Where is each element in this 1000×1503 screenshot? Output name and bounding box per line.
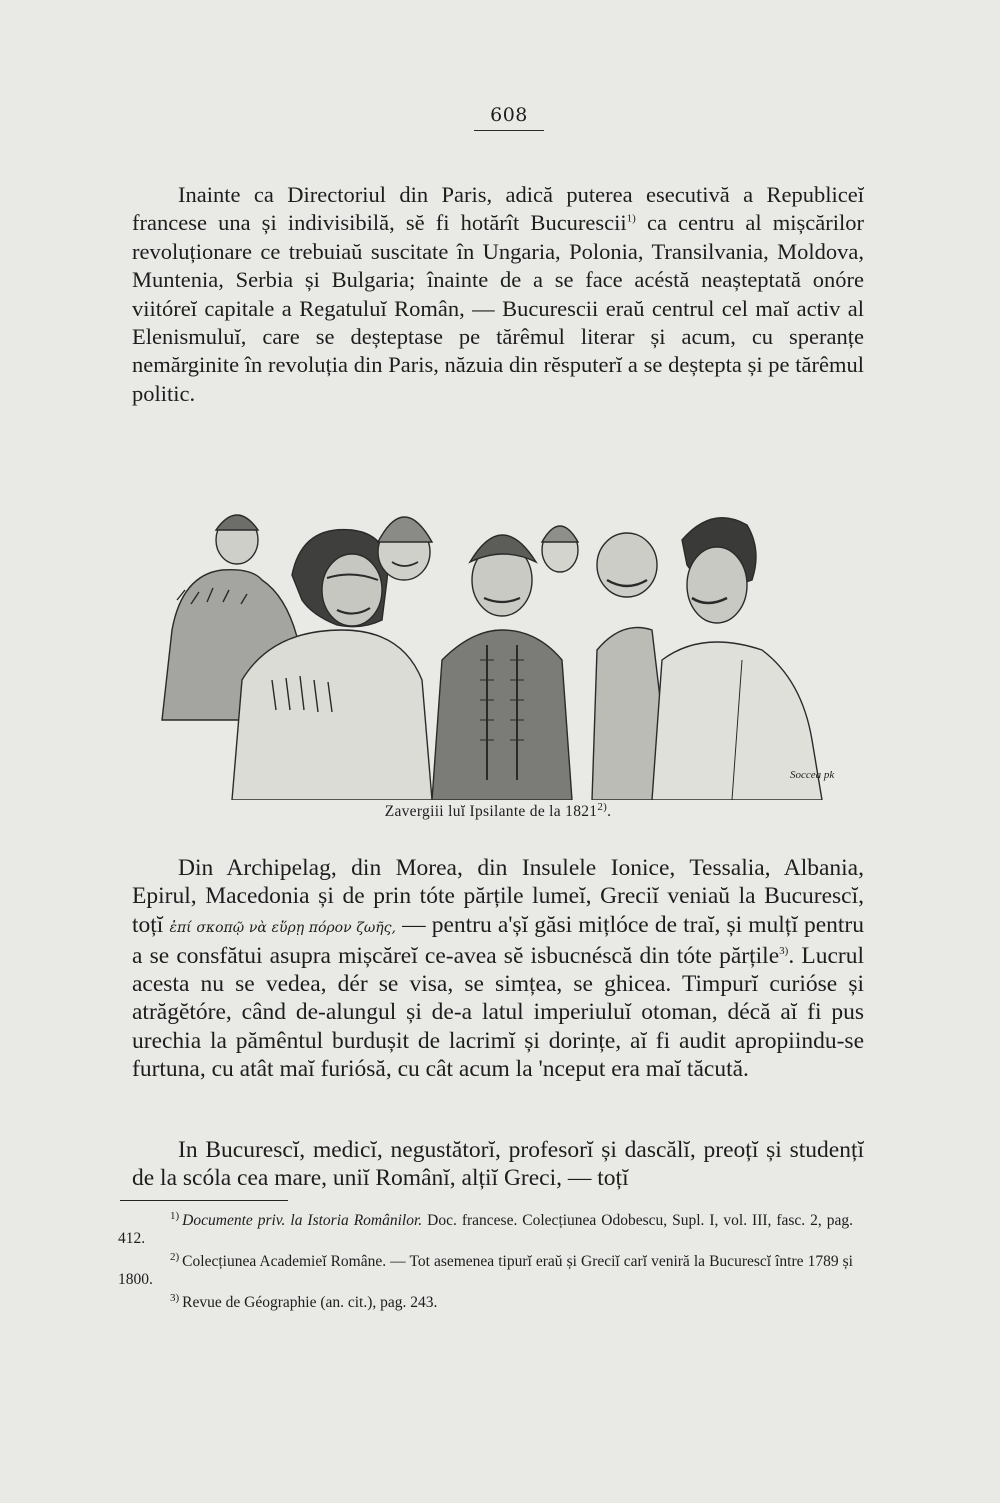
footnote-3 [118,1291,853,1312]
paragraph-2 [132,854,864,1083]
figure-center-embroidered-coat [432,535,572,800]
footnote-1-italic: Documente priv. la Istoria Românilor. [182,1212,423,1229]
paragraph-1-text-b: ca centru al mișcărilor revoluționare ce trebuiaŭ suscitate în Ungaria, Polonia, Transilvania, Moldova, Muntenia, Serbia și Bulgaria; înainte de a se face acéstă neașteptată onóre viitóreĭ capitale a Regatuluĭ Român, — Bucurescii eraŭ centrul cel maĭ activ al Elenismuluĭ, care se deșteptase pe tărêmul literar și acum, cu speranțe nemărginite în revoluția din Paris, năzuia din rĕsputerĭ a se deștepta și pe tărêmul politic. [132,210,864,406]
figure-far-right-profile [652,518,822,800]
paragraph-1-text-a: Inainte ca Directoriul din Paris, adică puterea esecutivă a Republiceĭ francese una și indivisibilă, sĕ fi hotărît Bucurescii [132,182,864,236]
footnote-1 [118,1209,854,1248]
footnote-2 [118,1250,853,1289]
paragraph-2-text-a: Din Archipelag, din Morea, din Insulele Ionice, Tessalia, Albania, Epirul, Macedonia și de prin tóte părțile lumeĭ, Greciĭ veniaŭ la Bucurescĭ, toțĭ [132,855,864,938]
footnote-1-text: Doc. francese. Colecțiunea Odobescu, Supl. I, vol. III, fasc. 2, pag. 412. [118,1212,854,1247]
footnote-rule [120,1200,288,1201]
footnotes [118,1209,854,1317]
figure-background-cap [542,526,578,572]
paragraph-2-text-b: — pentru a'șĭ găsi mițlóce de traĭ, și mulțĭ pentru a se consfătui asupra mișcăreĭ ce-avea sĕ isbucnéscă din tóte părțile [132,911,864,969]
figure-caption-text: Zavergiii luĭ Ipsilante de la 1821 [384,803,598,820]
paragraph-3: In Bucurescĭ, medicĭ, negustătorĭ, profesorĭ și dascălĭ, preoțĭ și studențĭ de la scóla cea mare, uniĭ Românĭ, alțiĭ Greci, — toțĭ [132,1137,864,1192]
paragraph-1 [132,181,864,408]
footnote-ref-1[interactable]: 1) [626,212,636,225]
figure-caption [318,800,678,821]
footnote-2-text: Colecțiunea Academieĭ Române. — Tot asemenea tipurĭ eraŭ și Greciĭ carĭ veniră la Bucurescĭ între 1789 și 1800. [118,1253,853,1288]
footnote-ref-3[interactable]: 3) [779,945,789,958]
page-number-rule [474,130,544,131]
footnote-ref-2[interactable]: 2) [597,800,608,813]
engraving-zavergii-illustration [142,480,858,800]
figure-capped-man-left [378,517,432,580]
greek-quotation: ἐπί σκοπῷ νὰ εὕρῃ πόρον ζωῆς, [169,919,396,936]
footnote-3-text: Revue de Géographie (an. cit.), pag. 243. [182,1294,438,1311]
footnote-1-mark: 1) [170,1209,180,1222]
figure-caption-end: . [607,803,612,820]
paragraph-2-text-c: . Lucrul acesta nu se vedea, dér se visa, se simțea, se ghicea. Timpurĭ curióse și atrăgĕtóre, când de-alungul și de-a latul imperiuluĭ otoman, décă aĭ fi pus urechia la pămêntul burdușit de lacrimĭ și dorințe, aĭ fi audit apropiindu-se furtuna, cu atât maĭ furiósă, cu cât acum la 'nceput era maĭ tăcută. [132,942,864,1083]
footnote-3-mark: 3) [170,1291,180,1304]
page-number: 608 [490,104,528,126]
footnote-2-mark: 2) [170,1250,180,1263]
artist-signature: Soccea pk [790,769,835,781]
